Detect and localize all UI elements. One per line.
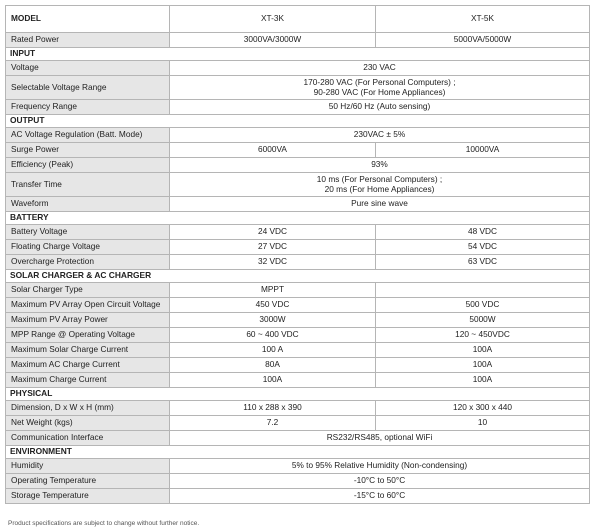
spec-label: Waveform — [6, 197, 170, 212]
spec-label: Maximum PV Array Open Circuit Voltage — [6, 298, 170, 313]
spec-row — [6, 158, 590, 173]
spec-value: 6000VA — [170, 143, 376, 158]
spec-label: Selectable Voltage Range — [6, 76, 170, 100]
spec-value: 5000VA/5000W — [376, 33, 590, 48]
spec-value: -15°C to 60°C — [170, 489, 590, 504]
spec-value: 450 VDC — [170, 298, 376, 313]
model-name-xt-3k: XT-3K — [170, 6, 376, 33]
spec-label: Rated Power — [6, 33, 170, 48]
model-header-row — [6, 6, 590, 33]
spec-label: Maximum Solar Charge Current — [6, 343, 170, 358]
section-header-row — [6, 48, 590, 61]
spec-value: 500 VDC — [376, 298, 590, 313]
spec-value — [170, 76, 590, 100]
section-header-row — [6, 270, 590, 283]
spec-value: 24 VDC — [170, 225, 376, 240]
spec-row — [6, 474, 590, 489]
spec-row — [6, 401, 590, 416]
spec-row — [6, 343, 590, 358]
spec-row — [6, 358, 590, 373]
spec-value: 230VAC ± 5% — [170, 128, 590, 143]
spec-value — [170, 173, 590, 197]
spec-label: Maximum PV Array Power — [6, 313, 170, 328]
model-header-label: MODEL — [6, 6, 170, 33]
spec-row — [6, 283, 590, 298]
spec-row — [6, 298, 590, 313]
spec-row — [6, 416, 590, 431]
spec-value: 80A — [170, 358, 376, 373]
section-header-row — [6, 446, 590, 459]
spec-value-line: 10 ms (For Personal Computers) ; — [316, 174, 443, 184]
spec-value: 48 VDC — [376, 225, 590, 240]
spec-value: 120 ~ 450VDC — [376, 328, 590, 343]
spec-value: 54 VDC — [376, 240, 590, 255]
spec-value: 93% — [170, 158, 590, 173]
spec-row — [6, 33, 590, 48]
section-header-row — [6, 212, 590, 225]
spec-value: 100A — [170, 373, 376, 388]
spec-value: 3000VA/3000W — [170, 33, 376, 48]
spec-row — [6, 431, 590, 446]
spec-value: 27 VDC — [170, 240, 376, 255]
spec-value: 100A — [376, 343, 590, 358]
model-name-xt-5k: XT-5K — [376, 6, 590, 33]
spec-value: 230 VAC — [170, 61, 590, 76]
spec-value: 100A — [376, 373, 590, 388]
spec-value: 100 A — [170, 343, 376, 358]
section-title: PHYSICAL — [6, 388, 590, 401]
spec-label: Efficiency (Peak) — [6, 158, 170, 173]
spec-label: Communication Interface — [6, 431, 170, 446]
spec-value: 63 VDC — [376, 255, 590, 270]
spec-value: 5% to 95% Relative Humidity (Non-condensing) — [170, 459, 590, 474]
spec-label: Dimension, D x W x H (mm) — [6, 401, 170, 416]
spec-value: RS232/RS485, optional WiFi — [170, 431, 590, 446]
spec-label: Maximum Charge Current — [6, 373, 170, 388]
spec-row — [6, 197, 590, 212]
spec-row — [6, 373, 590, 388]
spec-row — [6, 255, 590, 270]
spec-row — [6, 173, 590, 197]
spec-row — [6, 459, 590, 474]
spec-label: Surge Power — [6, 143, 170, 158]
spec-value: 10000VA — [376, 143, 590, 158]
section-header-row — [6, 115, 590, 128]
section-title: ENVIRONMENT — [6, 446, 590, 459]
spec-value: 10 — [376, 416, 590, 431]
spec-value: MPPT — [170, 283, 376, 298]
spec-row — [6, 225, 590, 240]
spec-row — [6, 61, 590, 76]
spec-row — [6, 240, 590, 255]
spec-label: MPP Range @ Operating Voltage — [6, 328, 170, 343]
spec-label: AC Voltage Regulation (Batt. Mode) — [6, 128, 170, 143]
spec-row — [6, 143, 590, 158]
spec-label: Frequency Range — [6, 100, 170, 115]
section-title: BATTERY — [6, 212, 590, 225]
spec-value: -10°C to 50°C — [170, 474, 590, 489]
spec-label: Net Weight (kgs) — [6, 416, 170, 431]
spec-row — [6, 76, 590, 100]
spec-label: Battery Voltage — [6, 225, 170, 240]
spec-value: 110 x 288 x 390 — [170, 401, 376, 416]
spec-value: 120 x 300 x 440 — [376, 401, 590, 416]
spec-label: Solar Charger Type — [6, 283, 170, 298]
section-title: SOLAR CHARGER & AC CHARGER — [6, 270, 590, 283]
spec-table — [5, 5, 590, 504]
spec-label: Voltage — [6, 61, 170, 76]
spec-label: Maximum AC Charge Current — [6, 358, 170, 373]
spec-row — [6, 313, 590, 328]
section-header-row — [6, 388, 590, 401]
spec-value: 32 VDC — [170, 255, 376, 270]
spec-value: 3000W — [170, 313, 376, 328]
spec-row — [6, 100, 590, 115]
section-title: INPUT — [6, 48, 590, 61]
spec-value: 7.2 — [170, 416, 376, 431]
footnote: Product specifications are subject to change without further notice. — [8, 520, 200, 527]
spec-value — [376, 283, 590, 298]
spec-value: Pure sine wave — [170, 197, 590, 212]
spec-label: Storage Temperature — [6, 489, 170, 504]
spec-value-line: 90-280 VAC (For Home Appliances) — [313, 86, 446, 97]
spec-label: Floating Charge Voltage — [6, 240, 170, 255]
spec-label: Humidity — [6, 459, 170, 474]
spec-value: 60 ~ 400 VDC — [170, 328, 376, 343]
spec-row — [6, 128, 590, 143]
spec-row — [6, 489, 590, 504]
spec-label: Transfer Time — [6, 173, 170, 197]
spec-row — [6, 328, 590, 343]
spec-value-line: 20 ms (For Home Appliances) — [324, 183, 435, 194]
spec-value: 50 Hz/60 Hz (Auto sensing) — [170, 100, 590, 115]
spec-label: Operating Temperature — [6, 474, 170, 489]
section-title: OUTPUT — [6, 115, 590, 128]
spec-value-line: 170-280 VAC (For Personal Computers) ; — [303, 77, 456, 87]
spec-value: 100A — [376, 358, 590, 373]
spec-value: 5000W — [376, 313, 590, 328]
spec-label: Overcharge Protection — [6, 255, 170, 270]
spec-table-body — [6, 6, 590, 504]
